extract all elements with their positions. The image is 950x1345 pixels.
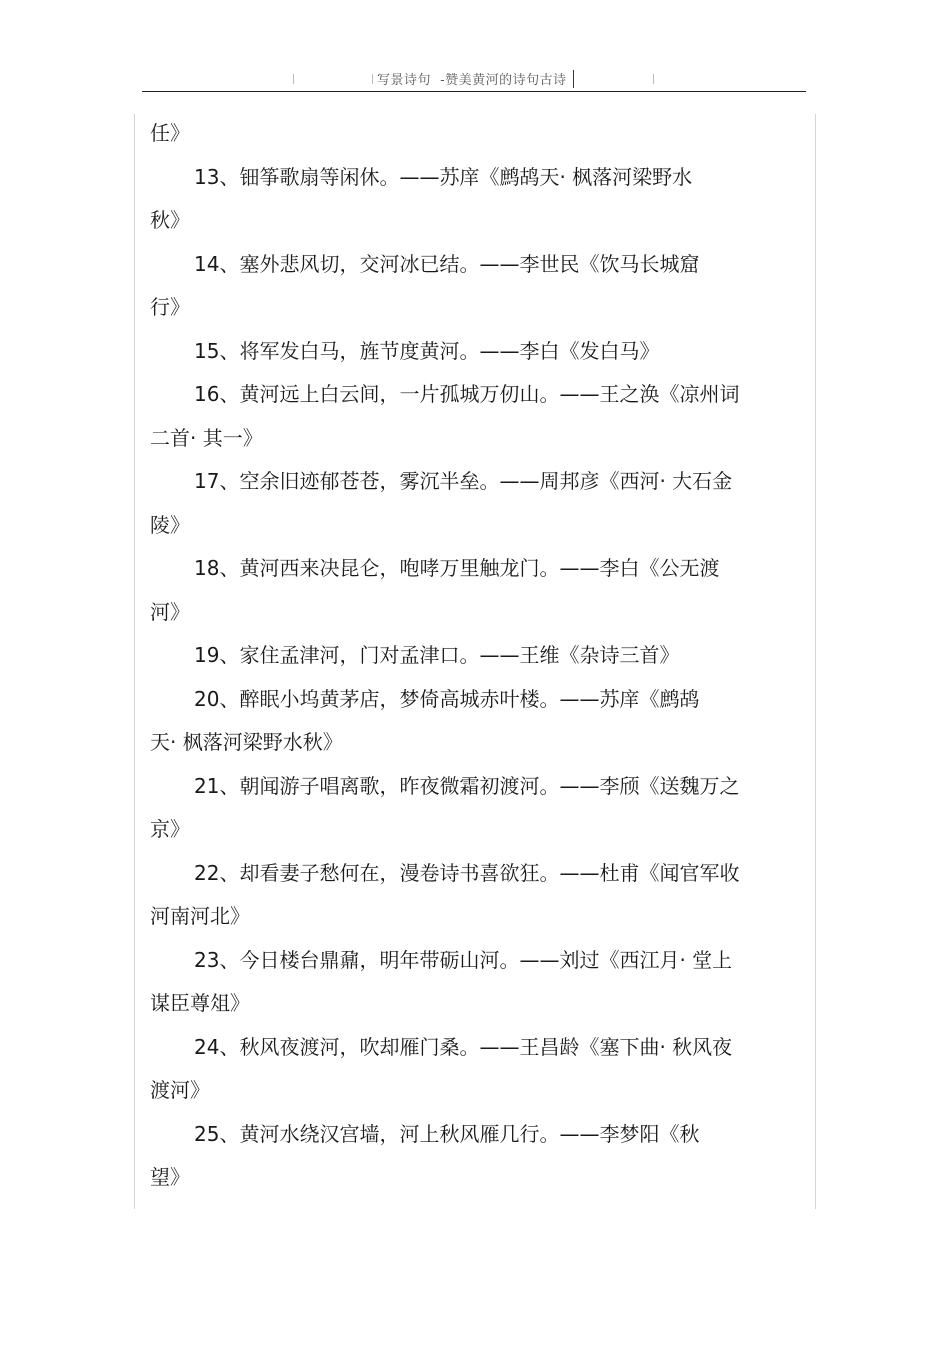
verse-line: 20、醉眠小坞黄茅店，梦倚高城赤叶楼。——苏庠《鹧鸪 [194, 686, 700, 711]
header-tick [372, 74, 373, 84]
verse-continuation: 行》 [150, 295, 190, 319]
header-tick [293, 74, 294, 84]
verse-continuation: 二首· 其一》 [150, 425, 263, 450]
page-header [0, 0, 950, 92]
verse-continuation: 京》 [150, 817, 190, 841]
verse-line: 23、今日楼台鼎鼐，明年带砺山河。——刘过《西江月· 堂上 [194, 947, 733, 972]
verse-continuation: 秋》 [150, 208, 190, 232]
verse-continuation: 望》 [150, 1165, 190, 1189]
verse-line: 21、朝闻游子唱离歌，昨夜微霜初渡河。——李颀《送魏万之 [194, 773, 740, 798]
header-rule [142, 91, 806, 92]
header-tick [653, 74, 654, 84]
verse-line: 16、黄河远上白云间，一片孤城万仞山。——王之涣《凉州词 [194, 382, 740, 406]
verse-line: 24、秋风夜渡河，吹却雁门桑。——王昌龄《塞下曲· 秋风夜 [194, 1034, 733, 1059]
verse-continuation: 天· 枫落河梁野水秋》 [150, 730, 343, 754]
verse-line: 15、将军发白马，旌节度黄河。——李白《发白马》 [194, 338, 660, 363]
verse-line: 14、塞外悲风切，交河冰已结。——李世民《饮马长城窟 [194, 251, 700, 276]
verse-line: 19、家住孟津河，门对孟津口。——王维《杂诗三首》 [194, 643, 680, 667]
poem-list [150, 112, 780, 1200]
verse-continuation: 谋臣尊俎》 [150, 991, 250, 1015]
verse-continuation: 河南河北》 [150, 904, 250, 928]
verse-continuation: 河》 [150, 599, 190, 624]
page-border-left [134, 114, 135, 1209]
verse-line: 25、黄河水绕汉宫墙，河上秋风雁几行。——李梦阳《秋 [194, 1121, 700, 1146]
verse-line: 22、却看妻子愁何在，漫卷诗书喜欲狂。——杜甫《闻官军收 [194, 860, 740, 885]
header-tick [573, 70, 574, 88]
verse-line: 18、黄河西来决昆仑，咆哮万里触龙门。——李白《公无渡 [194, 556, 720, 580]
verse-continuation: 陵》 [150, 512, 190, 537]
verse-line: 17、空余旧迹郁苍苍，雾沉半垒。——周邦彦《西河· 大石金 [194, 469, 733, 493]
verse-line: 13、钿筝歌扇等闲休。——苏庠《鹧鸪天· 枫落河梁野水 [194, 164, 693, 189]
header-title: 写景诗句 -赞美黄河的诗句古诗 [377, 73, 567, 88]
verse-continuation: 任》 [150, 121, 190, 145]
verse-continuation: 渡河》 [150, 1078, 210, 1102]
page-border-right [815, 114, 816, 1209]
